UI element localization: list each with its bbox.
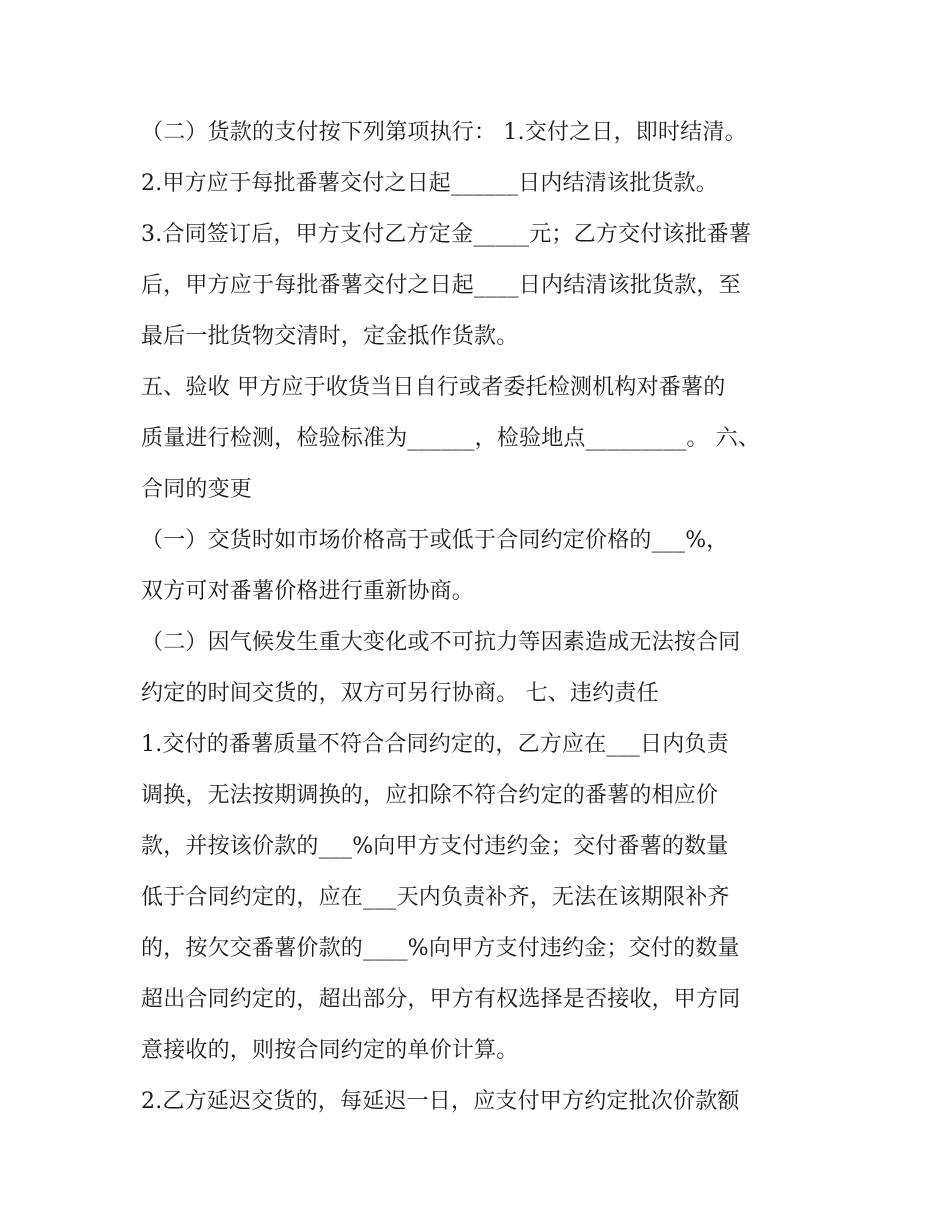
document-body bbox=[141, 107, 821, 1127]
text-line: 调换，无法按期调换的，应扣除不符合约定的番薯的相应价 bbox=[141, 783, 719, 808]
text-line: （二）因气候发生重大变化或不可抗力等因素造成无法按合同 bbox=[141, 630, 741, 655]
text-line: （一）交货时如市场价格高于或低于合同约定价格的___%， bbox=[141, 528, 729, 553]
text-line: 合同的变更 bbox=[141, 477, 253, 502]
text-line: 后，甲方应于每批番薯交付之日起____日内结清该批货款，至 bbox=[141, 273, 741, 298]
text-line: 意接收的，则按合同约定的单价计算。 bbox=[141, 1038, 519, 1063]
text-line: 2.甲方应于每批番薯交付之日起______日内结清该批货款。 bbox=[141, 171, 718, 196]
text-line: 五、验收 甲方应于收货当日自行或者委托检测机构对番薯的 bbox=[141, 375, 726, 400]
text-line: 低于合同约定的，应在___天内负责补齐，无法在该期限补齐 bbox=[141, 885, 730, 910]
text-line: 款，并按该价款的___%向甲方支付违约金；交付番薯的数量 bbox=[141, 834, 729, 859]
text-line: （二）货款的支付按下列第项执行： 1.交付之日，即时结清。 bbox=[141, 120, 747, 145]
text-line: 约定的时间交货的，双方可另行协商。 七、违约责任 bbox=[141, 681, 659, 706]
text-line: 的，按欠交番薯价款的____%向甲方支付违约金；交付的数量 bbox=[141, 936, 740, 961]
text-line: 1.交付的番薯质量不符合合同约定的，乙方应在___日内负责 bbox=[141, 732, 729, 757]
text-line: 2.乙方延迟交货的，每延迟一日，应支付甲方约定批次价款额 bbox=[141, 1089, 740, 1114]
text-line: 最后一批货物交清时，定金抵作货款。 bbox=[141, 324, 519, 349]
text-line: 质量进行检测，检验标准为______，检验地点_________。 六、 bbox=[141, 426, 761, 451]
text-line: 双方可对番薯价格进行重新协商。 bbox=[141, 579, 475, 604]
text-line: 超出合同约定的，超出部分，甲方有权选择是否接收，甲方同 bbox=[141, 987, 741, 1012]
text-line: 3.合同签订后，甲方支付乙方定金_____元；乙方交付该批番薯 bbox=[141, 222, 752, 247]
